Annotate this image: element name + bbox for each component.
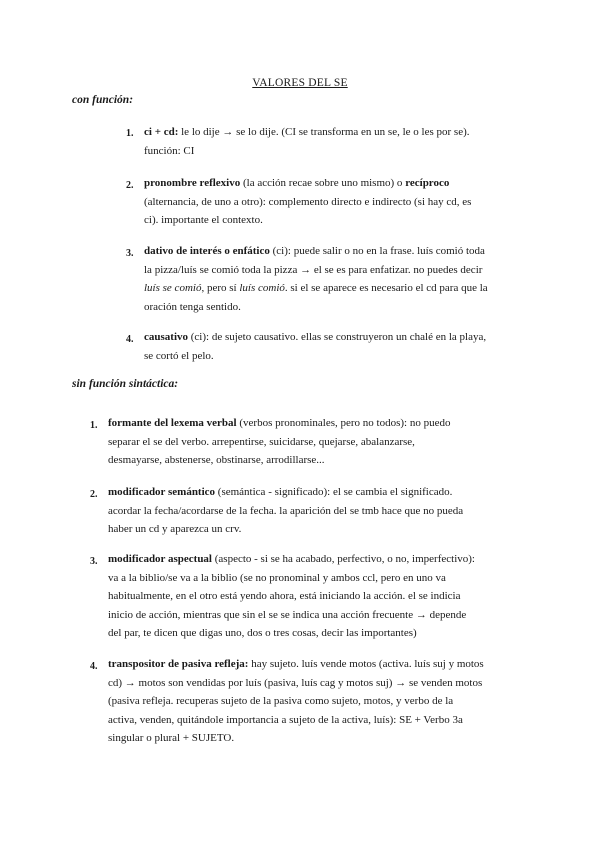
item-term: modificador aspectual xyxy=(108,553,212,565)
list-item: pronombre reflexivo (la acción recae sobre uno mismo) o recíproco (alternancia, de uno a otro): complemento directo e indirecto (si hay cd, es ci). importante el contexto. xyxy=(144,177,472,226)
item-term: pronombre reflexivo xyxy=(144,177,241,189)
list-item: transpositor de pasiva refleja: hay sujeto. luís vende motos (activa. luís suj y motos cd) → motos son vendidas por luís (pasiva, luís cag y motos suj) → se venden motos (pasiva refleja. recuperas sujeto de la pasiva como sujeto, motos, y verbo de la activa, venden, quitándole importancia a sujeto de la activa, luís): SE + Verbo 3a singular o plural + SUJETO. xyxy=(108,658,484,744)
item-number: 3. xyxy=(126,248,134,259)
list-item: dativo de interés o enfático (ci): puede salir o no en la frase. luís comió toda la pizza/luís se comió toda la pizza → el se es para enfatizar. no puedes decir luís se comió, pero sí luís comió. si el se aparece es necesario el cd para que la oración tenga sentido. xyxy=(144,245,488,313)
item-number: 1. xyxy=(126,128,134,139)
section-heading-con-funcion: con función: xyxy=(72,94,134,106)
list-item: causativo (ci): de sujeto causativo. ellas se construyeron un chalé en la playa, se cortó el pelo. xyxy=(144,331,487,362)
list-item: modificador aspectual (aspecto - si se ha acabado, perfectivo, o no, imperfectivo): va a la biblio/se va a la biblio (se no pronominal y ambos ccl, pero en uno va habitualmente, en el otro está yendo ahora, está iniciando la acción. el se indicia inicio de acción, mientras que sin el se se indica una acción frecuente → depende del par, te dicen que digas uno, dos o tres cosas, decir las importantes) xyxy=(108,553,475,639)
item-term: causativo xyxy=(144,331,188,343)
item-number: 3. xyxy=(90,556,98,567)
item-number: 4. xyxy=(126,334,134,345)
item-term-secondary: recíproco xyxy=(405,177,450,189)
item-term: ci + cd: xyxy=(144,126,179,138)
item-term: dativo de interés o enfático xyxy=(144,245,270,257)
item-number: 2. xyxy=(126,180,134,191)
item-number: 1. xyxy=(90,420,98,431)
list-item: modificador semántico (semántica - significado): el se cambia el significado. acordar la fecha/acordarse de la fecha. la aparición del se tmb hace que no pueda haber un cd y aparezca un crv. xyxy=(108,486,464,535)
item-term: formante del lexema verbal xyxy=(108,417,237,429)
item-number: 2. xyxy=(90,489,98,500)
list-item: formante del lexema verbal (verbos pronominales, pero no todos): no puedo separar el se del verbo. arrepentirse, suicidarse, quejarse, abalanzarse, desmayarse, abstenerse, obstinarse, arrodillarse... xyxy=(108,417,451,466)
item-term: transpositor de pasiva refleja: xyxy=(108,658,249,670)
list-item: ci + cd: le lo dije → se lo dije. (CI se transforma en un se, le o les por se). función: CI xyxy=(144,126,470,157)
item-term: modificador semántico xyxy=(108,486,216,498)
document-title: VALORES DEL SE xyxy=(252,77,348,89)
item-number: 4. xyxy=(90,661,98,672)
section-heading-sin-funcion: sin función sintáctica: xyxy=(72,378,179,390)
